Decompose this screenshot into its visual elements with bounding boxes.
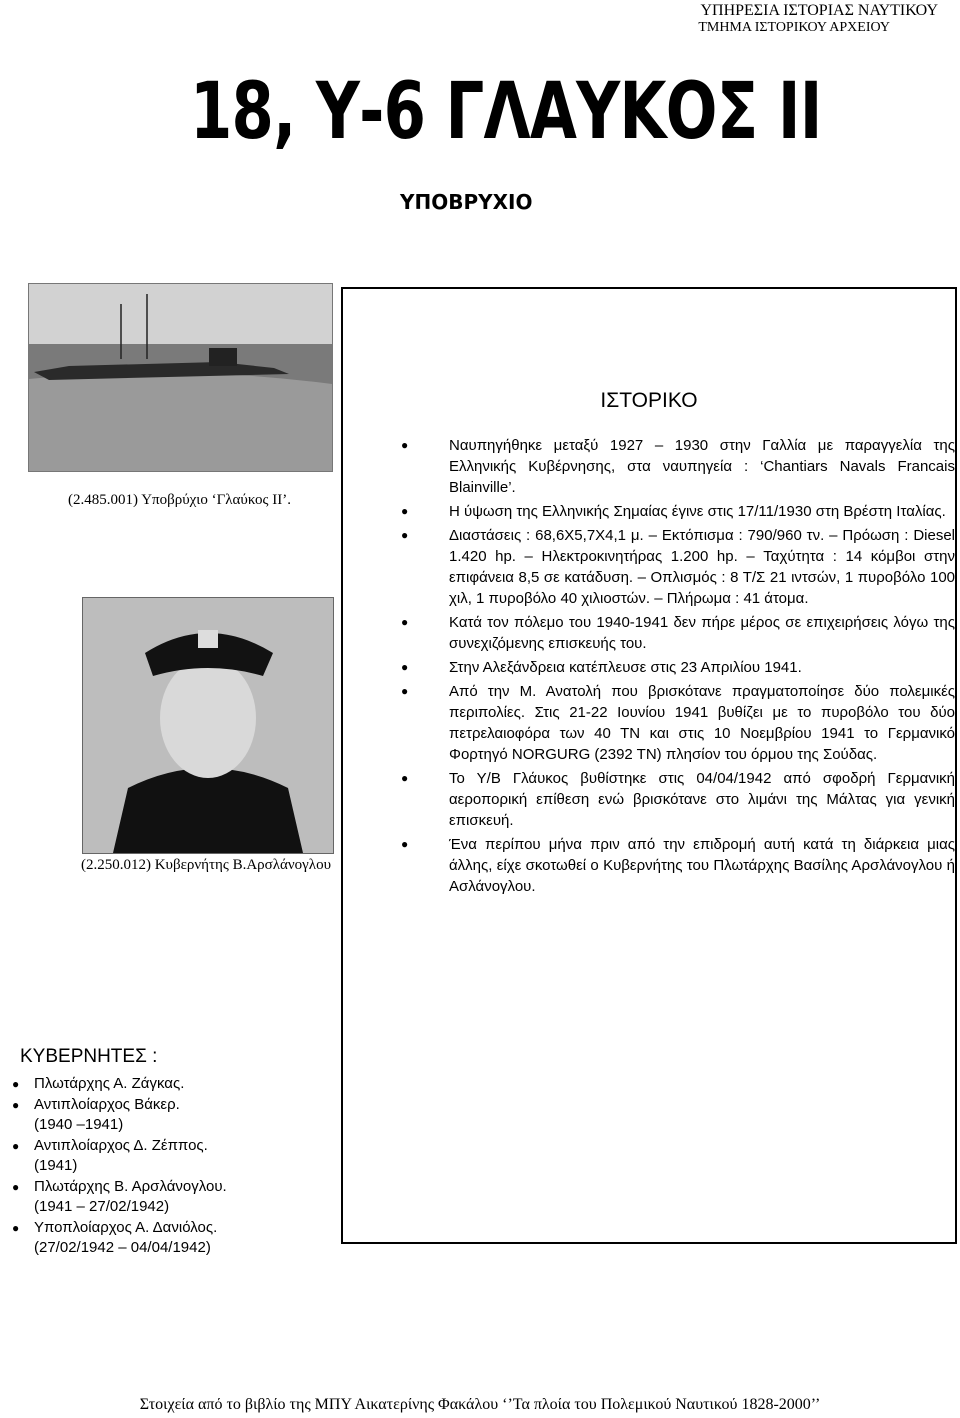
footer-source: Στοιχεία από το βιβλίο της ΜΠΥ Αικατερίνης Φακάλου ‘’Τα πλοία του Πολεμικού Ναυτικού 1828-2000’’	[139, 1396, 821, 1413]
bullet-icon: ●	[12, 1077, 20, 1091]
bullet-icon: ●	[401, 615, 409, 629]
bullet-icon: ●	[401, 684, 409, 698]
bullet-icon: ●	[12, 1097, 20, 1112]
bullet-icon: ●	[12, 1179, 20, 1194]
history-box	[341, 287, 957, 1244]
history-title: ΙΣΤΟΡΙΚΟ	[600, 389, 698, 412]
commander-period: (1941)	[34, 1157, 78, 1174]
commander-period: (1941 – 27/02/1942)	[34, 1198, 170, 1215]
commander-item: ● Υποπλοίαρχος Α. Δανιόλος. (27/02/1942 – 04/04/1942)	[20, 1218, 227, 1259]
history-item: ● Η ύψωση της Ελληνικής Σημαίας έγινε στις 17/11/1930 στη Βρέστη Ιταλίας.	[401, 503, 946, 520]
commander-portrait	[82, 597, 334, 854]
history-item: ● Από την Μ. Ανατολή που βρισκότανε πραγματοποίησε δύο πολεμικές περιπολίες. Στις 21-22 Ιουνίου 1941 βυθίζει με το πυροβόλο του δύο πετρελαιοφόρα των 40 ΤΝ και στις 10 Νοεμβρίου 1941 το Γερμανικό Φορτηγό NORGURG (2392 TN) πλησίον του όρμου της Σούδας.	[401, 683, 955, 763]
commanders-list	[12, 1074, 227, 1259]
submarine-silhouette-icon	[29, 284, 332, 471]
history-item: ● Ναυπηγήθηκε μεταξύ 1927 – 1930 στην Γαλλία με παραγγελία της Ελληνικής Κυβέρνησης, στα ναυπηγεία : ‘Chantiars Navals Francais Blainville’.	[401, 437, 955, 496]
bullet-icon: ●	[401, 771, 409, 785]
history-item: ● Κατά τον πόλεμο του 1940-1941 δεν πήρε μέρος σε επιχειρήσεις λόγω της συνεχιζόμενης επισκευής του.	[401, 614, 955, 652]
commander-item: ● Αντιπλοίαρχος Βάκερ. (1940 –1941)	[20, 1095, 227, 1136]
bullet-icon: ●	[401, 837, 409, 851]
bullet-icon: ●	[401, 660, 409, 674]
commander-item: ● Πλωτάρχης Β. Αρσλάνογλου. (1941 – 27/02/1942)	[20, 1177, 227, 1218]
history-item: ● Διαστάσεις : 68,6Χ5,7Χ4,1 μ. – Εκτόπισμα : 790/960 τν. – Πρόωση : Diesel 1.420 hp. – Ηλεκτροκινητήρας 1.200 hp. – Ταχύτητα : 14 κόμβοι στην επιφάνεια 8,5 σε κατάδυση. – Οπλισμός : 8 Τ/Σ 21 ιντσών, 1 πυροβόλο 100 χιλ, 1 πυροβόλο 40 χιλιοστών. – Πλήρωμα : 41 άτομα.	[401, 527, 955, 607]
page-title: 18, Υ-6 ΓΛΑΥΚΟΣ ΙΙ	[190, 67, 822, 157]
history-item: ● Στην Αλεξάνδρεια κατέπλευσε στις 23 Απριλίου 1941.	[401, 659, 802, 676]
commander-item: ● Αντιπλοίαρχος Δ. Ζέππος. (1941)	[20, 1136, 227, 1177]
history-list	[387, 435, 955, 900]
bullet-icon: ●	[12, 1138, 20, 1153]
header-service: ΥΠΗΡΕΣΙΑ ΙΣΤΟΡΙΑΣ ΝΑΥΤΙΚΟΥ	[700, 2, 938, 19]
history-item: ● Ένα περίπου μήνα πριν από την επιδρομή αυτή κατά τη διάρκεια μιας άλλης, είχε σκοτωθεί ο Κυβερνήτης του Πλωτάρχης Βασίλης Αρσλάνογλου ή Ασλάνογλου.	[401, 836, 955, 895]
submarine-photo	[28, 283, 333, 472]
bullet-icon: ●	[401, 504, 409, 518]
bullet-icon: ●	[401, 528, 409, 542]
commander-period: (1940 –1941)	[34, 1116, 124, 1133]
page-subtitle: ΥΠΟΒΡΥΧΙΟ	[400, 190, 533, 214]
commander-item: ● Πλωτάρχης Α. Ζάγκας.	[20, 1074, 227, 1095]
history-item: ● Το Υ/Β Γλάυκος βυθίστηκε στις 04/04/1942 από σφοδρή Γερμανική αεροπορική επίθεση ενώ βρισκότανε στο λιμάνι της Μάλτας για γενική επισκευή.	[401, 770, 955, 829]
commander-photo-caption: (2.250.012) Κυβερνήτης Β.Αρσλάνογλου	[80, 857, 331, 873]
header-department: ΤΜΗΜΑ ΙΣΤΟΡΙΚΟΥ ΑΡΧΕΙΟΥ	[698, 20, 890, 35]
submarine-photo-caption: (2.485.001) Υποβρύχιο ‘Γλαύκος ΙΙ’.	[68, 492, 291, 508]
portrait-silhouette-icon	[83, 598, 333, 853]
bullet-icon: ●	[401, 438, 409, 452]
bullet-icon: ●	[12, 1220, 20, 1235]
commanders-title: ΚΥΒΕΡΝΗΤΕΣ :	[20, 1046, 158, 1067]
commander-period: (27/02/1942 – 04/04/1942)	[34, 1239, 211, 1256]
